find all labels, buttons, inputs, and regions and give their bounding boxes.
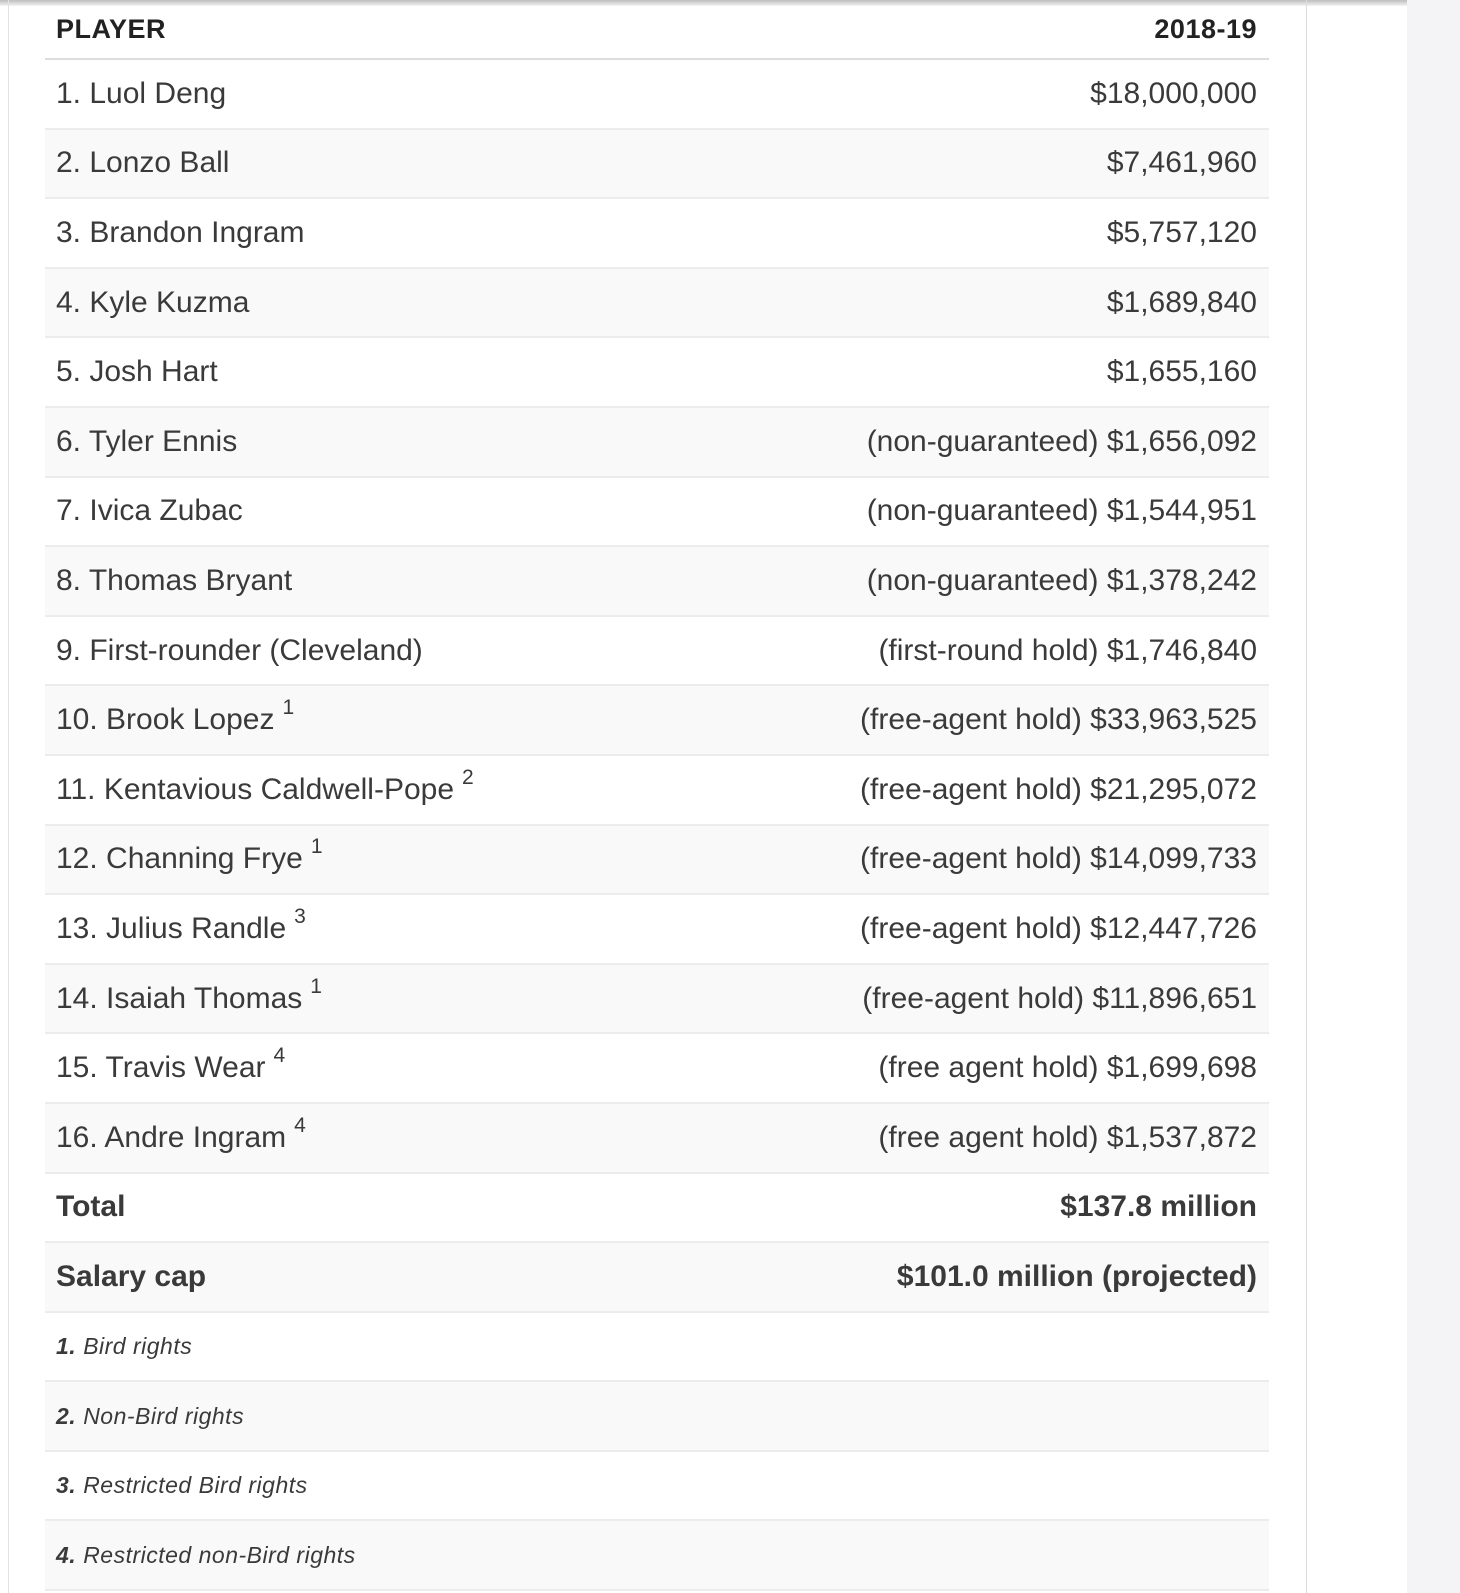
player-name-text: 9. First-rounder (Cleveland)	[56, 633, 423, 667]
player-name	[56, 904, 306, 946]
footnotes	[45, 1313, 1269, 1591]
table-row	[45, 1104, 1269, 1174]
table-row	[45, 756, 1269, 826]
player-name	[56, 835, 323, 876]
footnote-marker: 1	[310, 835, 323, 859]
footnote-text: Restricted Bird rights	[83, 1472, 308, 1499]
player-name	[56, 425, 237, 459]
player-salary: (free-agent hold) $11,896,651	[862, 981, 1257, 1015]
player-salary: (free-agent hold) $33,963,525	[860, 703, 1257, 737]
player-salary: (non-guaranteed) $1,656,092	[866, 424, 1257, 458]
table-row	[45, 60, 1269, 130]
player-name-text: 1. Luol Deng	[56, 76, 227, 110]
footnote-item	[45, 1521, 1269, 1591]
player-salary: $18,000,000	[1090, 76, 1257, 110]
player-name-text: 11. Kentavious Caldwell-Pope	[56, 772, 455, 806]
player-salary: (free-agent hold) $12,447,726	[860, 911, 1257, 945]
salary-cap-label: Salary cap	[56, 1259, 207, 1293]
player-name	[56, 696, 295, 737]
player-name-text: 4. Kyle Kuzma	[56, 285, 250, 319]
table-row	[45, 547, 1269, 617]
footnote-marker: 4	[294, 1113, 306, 1137]
header-player: PLAYER	[56, 13, 167, 44]
total-row	[45, 1174, 1269, 1244]
player-name	[56, 146, 229, 180]
footnote-marker: 1	[282, 696, 295, 720]
table-row	[45, 895, 1269, 965]
salary-table	[45, 0, 1269, 1591]
footnote-text: Restricted non-Bird rights	[83, 1541, 356, 1568]
player-name-text: 10. Brook Lopez	[56, 703, 275, 737]
player-name	[56, 1113, 306, 1155]
salary-cap-row	[45, 1243, 1269, 1313]
footnote-item	[45, 1382, 1269, 1452]
table-body	[45, 60, 1269, 1174]
player-salary: (free agent hold) $1,699,698	[878, 1051, 1257, 1085]
player-salary: (free agent hold) $1,537,872	[878, 1120, 1257, 1154]
player-salary: $1,655,160	[1106, 355, 1257, 389]
table-row	[45, 826, 1269, 896]
right-border	[1306, 0, 1307, 1593]
table-row	[45, 269, 1269, 339]
player-name	[56, 1044, 286, 1085]
footnote-marker: 2	[462, 765, 474, 789]
footnote-item	[45, 1313, 1269, 1383]
table-row	[45, 686, 1269, 756]
table-row	[45, 617, 1269, 687]
player-name	[56, 974, 322, 1016]
player-name	[56, 286, 249, 320]
header-season: 2018-19	[1154, 13, 1257, 44]
player-name-text: 14. Isaiah Thomas	[56, 981, 303, 1015]
player-salary: $1,689,840	[1106, 285, 1257, 319]
salary-cap-value: $101.0 million (projected)	[896, 1259, 1257, 1293]
player-name-text: 7. Ivica Zubac	[56, 494, 243, 528]
player-salary: (first-round hold) $1,746,840	[878, 633, 1257, 667]
player-salary: (non-guaranteed) $1,544,951	[866, 494, 1257, 528]
player-name	[56, 355, 218, 389]
table-row	[45, 338, 1269, 408]
player-name	[56, 564, 292, 598]
player-name-text: 2. Lonzo Ball	[56, 146, 230, 180]
footnote-number: 3.	[56, 1472, 77, 1499]
player-name-text: 8. Thomas Bryant	[56, 563, 293, 597]
table-row	[45, 1034, 1269, 1104]
player-name	[56, 494, 243, 528]
footnote-number: 2.	[56, 1402, 77, 1429]
player-salary: (non-guaranteed) $1,378,242	[866, 563, 1257, 597]
player-name	[56, 765, 474, 807]
footnote-item	[45, 1452, 1269, 1522]
footnote-text: Non-Bird rights	[83, 1402, 245, 1429]
player-salary: $5,757,120	[1106, 215, 1257, 249]
footnote-marker: 1	[310, 974, 322, 998]
footnote-marker: 4	[273, 1044, 286, 1068]
player-name-text: 6. Tyler Ennis	[56, 424, 238, 458]
table-row	[45, 965, 1269, 1035]
player-name-text: 5. Josh Hart	[56, 355, 218, 389]
player-name	[56, 634, 423, 668]
player-name-text: 13. Julius Randle	[56, 911, 287, 945]
player-name-text: 3. Brandon Ingram	[56, 215, 305, 249]
player-name-text: 15. Travis Wear	[56, 1051, 266, 1085]
footnote-marker: 3	[294, 904, 306, 928]
total-value: $137.8 million	[1060, 1190, 1257, 1224]
footnote-number: 4.	[56, 1541, 77, 1568]
footnote-text: Bird rights	[83, 1332, 193, 1359]
left-border	[8, 0, 9, 1593]
table-row	[45, 130, 1269, 200]
player-name	[56, 77, 226, 111]
player-salary: (free-agent hold) $21,295,072	[860, 772, 1257, 806]
table-row	[45, 408, 1269, 478]
player-salary: (free-agent hold) $14,099,733	[860, 842, 1257, 876]
total-label: Total	[56, 1190, 126, 1224]
player-name	[56, 216, 304, 250]
player-name-text: 12. Channing Frye	[56, 842, 303, 876]
table-header	[45, 0, 1269, 60]
player-name-text: 16. Andre Ingram	[56, 1120, 287, 1154]
table-row	[45, 478, 1269, 548]
footnote-number: 1.	[56, 1332, 77, 1359]
right-side-panel	[1407, 0, 1460, 1593]
player-salary: $7,461,960	[1106, 146, 1257, 180]
table-row	[45, 199, 1269, 269]
